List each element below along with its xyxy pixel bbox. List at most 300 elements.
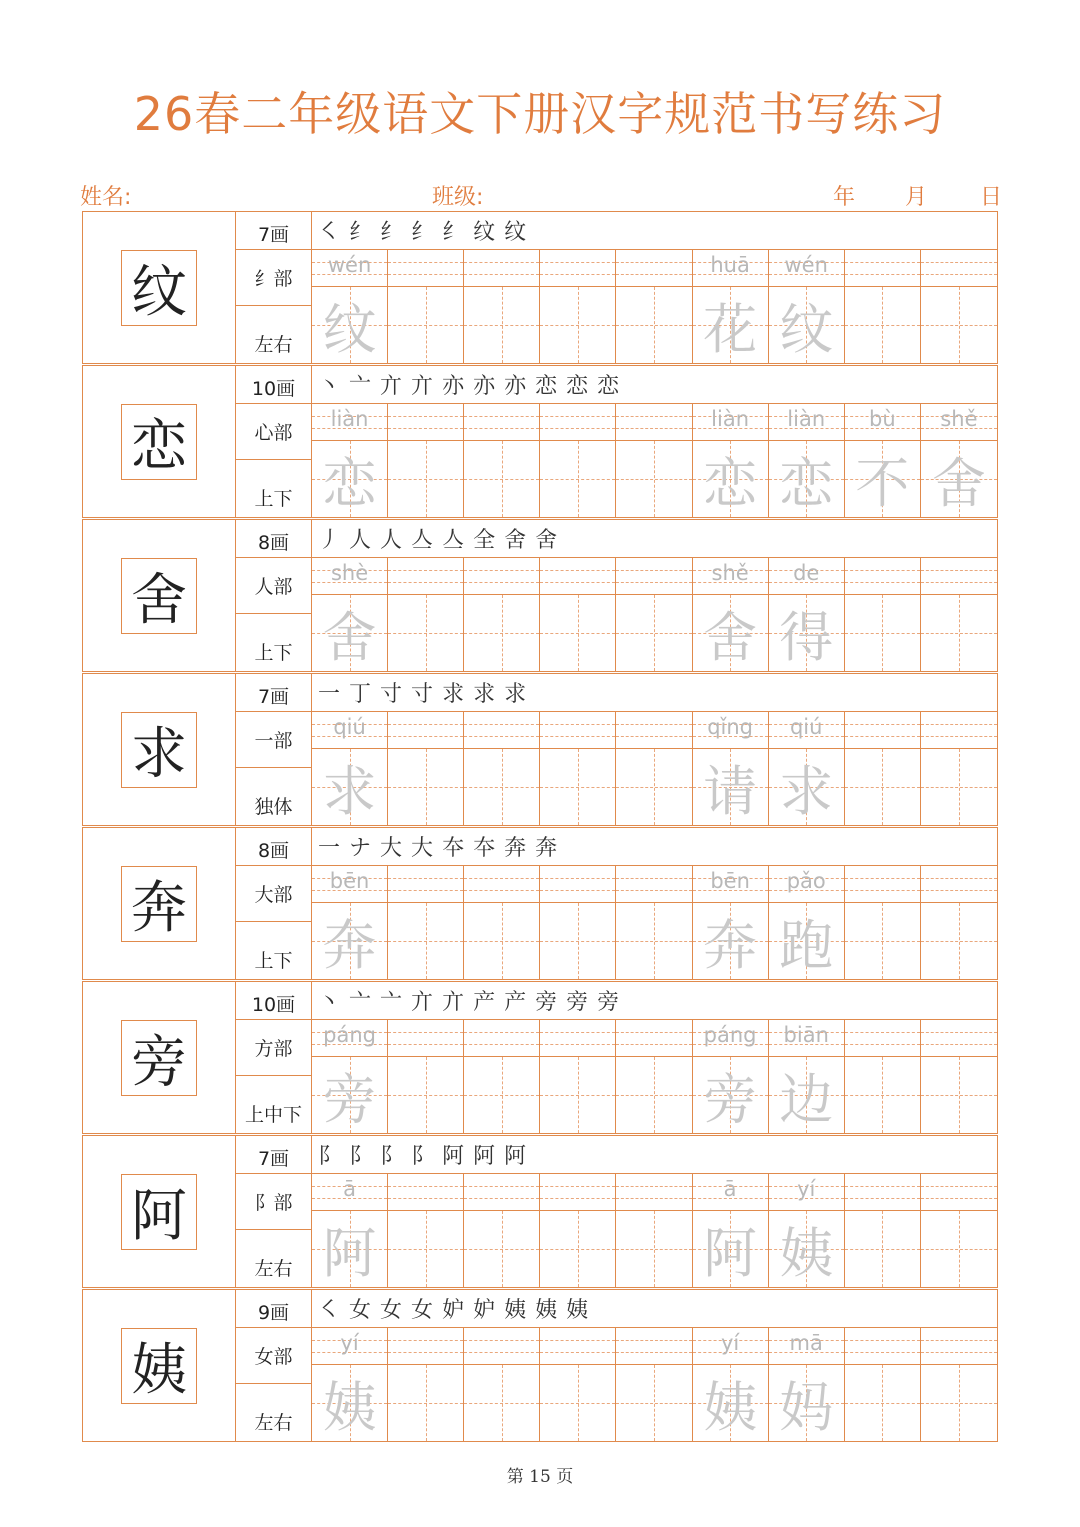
pinyin-text: shě bbox=[940, 407, 978, 431]
tian-grid-cell bbox=[388, 903, 463, 979]
practice-cell[interactable] bbox=[388, 866, 464, 979]
pinyin-text: ā bbox=[723, 1177, 737, 1201]
guide-line bbox=[464, 1340, 539, 1341]
stroke-count: 8画 bbox=[236, 828, 312, 866]
guide-line bbox=[616, 274, 691, 275]
guide-line bbox=[921, 1340, 997, 1341]
practice-cell[interactable] bbox=[845, 404, 921, 517]
trace-char bbox=[616, 903, 691, 979]
pinyin-cell bbox=[616, 712, 691, 749]
stroke-step: 求 bbox=[473, 682, 496, 707]
stroke-step: 旁 bbox=[597, 990, 620, 1015]
trace-char bbox=[921, 1057, 997, 1133]
stroke-step: 亠 bbox=[349, 990, 372, 1015]
stroke-step: ナ bbox=[349, 836, 372, 861]
pinyin-cell bbox=[845, 250, 920, 287]
tian-grid-cell bbox=[388, 287, 463, 363]
guide-line bbox=[845, 1032, 920, 1033]
practice-cell[interactable] bbox=[312, 1020, 388, 1133]
practice-cell[interactable] bbox=[845, 250, 921, 363]
guide-line bbox=[388, 570, 463, 571]
char-practice-row bbox=[82, 211, 998, 364]
stroke-step: 女 bbox=[380, 1298, 403, 1323]
stroke-step: 旁 bbox=[566, 990, 589, 1015]
practice-cell[interactable] bbox=[845, 1020, 921, 1133]
pinyin-cell bbox=[769, 558, 844, 595]
practice-cell[interactable] bbox=[769, 250, 845, 363]
guide-line bbox=[921, 570, 997, 571]
radical-label: 一部 bbox=[236, 712, 312, 768]
tian-grid-cell bbox=[616, 1211, 691, 1287]
guide-line bbox=[388, 582, 463, 583]
practice-cell[interactable] bbox=[388, 1328, 464, 1441]
trace-char bbox=[845, 1211, 920, 1287]
stroke-count: 10画 bbox=[236, 982, 312, 1020]
stroke-order-strip bbox=[312, 828, 997, 866]
guide-line bbox=[921, 1032, 997, 1033]
guide-line bbox=[921, 736, 997, 737]
practice-cell[interactable] bbox=[845, 866, 921, 979]
practice-cell[interactable] bbox=[845, 1174, 921, 1287]
practice-cell[interactable] bbox=[540, 866, 616, 979]
pinyin-cell bbox=[540, 1328, 615, 1365]
guide-line bbox=[464, 878, 539, 879]
model-char-box bbox=[121, 866, 197, 942]
trace-char: 奔 bbox=[703, 913, 758, 977]
stroke-step: 姨 bbox=[566, 1298, 589, 1323]
practice-cell[interactable] bbox=[693, 1020, 769, 1133]
guide-line bbox=[540, 1186, 615, 1187]
guide-line bbox=[845, 736, 920, 737]
practice-cell[interactable] bbox=[388, 558, 464, 671]
tian-grid-cell bbox=[540, 749, 615, 825]
practice-cell[interactable] bbox=[312, 866, 388, 979]
practice-cell[interactable] bbox=[312, 1174, 388, 1287]
practice-cell[interactable] bbox=[693, 250, 769, 363]
pinyin-cell bbox=[845, 712, 920, 749]
pinyin-cell bbox=[388, 558, 463, 595]
tian-grid-cell bbox=[921, 903, 997, 979]
structure-label: 上中下 bbox=[236, 1076, 312, 1133]
practice-cell[interactable] bbox=[769, 712, 845, 825]
trace-char: 求 bbox=[322, 759, 377, 823]
pinyin-cell bbox=[769, 250, 844, 287]
pinyin-cell bbox=[312, 1020, 387, 1057]
tian-grid-cell bbox=[616, 287, 691, 363]
tian-grid-cell bbox=[464, 1211, 539, 1287]
practice-cell[interactable] bbox=[616, 1174, 692, 1287]
pinyin-cell bbox=[464, 558, 539, 595]
pinyin-cell bbox=[769, 404, 844, 441]
tian-grid-cell bbox=[693, 1211, 768, 1287]
pinyin-cell bbox=[616, 250, 691, 287]
practice-cell[interactable] bbox=[540, 1174, 616, 1287]
model-char-cell bbox=[83, 520, 236, 671]
practice-cell[interactable] bbox=[616, 866, 692, 979]
guide-line bbox=[540, 724, 615, 725]
char-practice-row bbox=[82, 1135, 998, 1288]
practice-cell[interactable] bbox=[616, 250, 692, 363]
stroke-step: 一 bbox=[318, 836, 341, 861]
tian-grid-cell bbox=[769, 749, 844, 825]
tian-grid-cell bbox=[769, 1365, 844, 1441]
tian-grid-cell bbox=[388, 1365, 463, 1441]
trace-char bbox=[845, 1057, 920, 1133]
pinyin-text: liàn bbox=[711, 407, 750, 431]
trace-char bbox=[845, 287, 920, 363]
structure-label: 左右 bbox=[236, 1230, 312, 1287]
tian-grid-cell bbox=[921, 1057, 997, 1133]
class-label: 班级: bbox=[432, 185, 484, 210]
trace-char bbox=[540, 595, 615, 671]
practice-cell[interactable] bbox=[921, 250, 997, 363]
practice-cell[interactable] bbox=[388, 404, 464, 517]
trace-char bbox=[464, 1057, 539, 1133]
pinyin-text: biān bbox=[783, 1023, 829, 1047]
stroke-step: 人 bbox=[349, 528, 372, 553]
trace-char: 跑 bbox=[779, 913, 834, 977]
model-char: 姨 bbox=[131, 1338, 187, 1403]
trace-char bbox=[921, 749, 997, 825]
tian-grid-cell bbox=[845, 1365, 920, 1441]
trace-char bbox=[464, 1365, 539, 1441]
pinyin-cell bbox=[845, 1328, 920, 1365]
stroke-order-strip bbox=[312, 366, 997, 404]
stroke-step: 寸 bbox=[411, 682, 434, 707]
stroke-step: 阝 bbox=[380, 1144, 403, 1169]
practice-cell[interactable] bbox=[693, 712, 769, 825]
practice-cell[interactable] bbox=[464, 558, 540, 671]
practice-cell[interactable] bbox=[388, 712, 464, 825]
guide-line bbox=[616, 890, 691, 891]
guide-line bbox=[464, 1044, 539, 1045]
stroke-step: 舍 bbox=[504, 528, 527, 553]
practice-cell[interactable] bbox=[921, 558, 997, 671]
trace-char: 不 bbox=[855, 451, 910, 515]
pinyin-cell bbox=[616, 1174, 691, 1211]
tian-grid-cell bbox=[464, 1365, 539, 1441]
stroke-count: 9画 bbox=[236, 1290, 312, 1328]
guide-line bbox=[845, 582, 920, 583]
tian-grid-cell bbox=[464, 749, 539, 825]
stroke-order-strip bbox=[312, 674, 997, 712]
practice-cell[interactable] bbox=[464, 712, 540, 825]
tian-grid-cell bbox=[845, 441, 920, 517]
practice-cells bbox=[312, 866, 997, 979]
pinyin-cell bbox=[845, 404, 920, 441]
stroke-count: 7画 bbox=[236, 212, 312, 250]
practice-cell[interactable] bbox=[921, 1174, 997, 1287]
practice-cell[interactable] bbox=[769, 558, 845, 671]
pinyin-cell bbox=[388, 1020, 463, 1057]
pinyin-cell bbox=[845, 1174, 920, 1211]
guide-line bbox=[616, 1340, 691, 1341]
practice-cell[interactable] bbox=[540, 1328, 616, 1441]
tian-grid-cell bbox=[312, 1211, 387, 1287]
trace-char: 阿 bbox=[322, 1221, 377, 1285]
practice-cell[interactable] bbox=[464, 1328, 540, 1441]
practice-cell[interactable] bbox=[464, 1020, 540, 1133]
pinyin-cell bbox=[540, 712, 615, 749]
pinyin-cell bbox=[845, 558, 920, 595]
guide-line bbox=[616, 724, 691, 725]
tian-grid-cell bbox=[693, 903, 768, 979]
pinyin-cell bbox=[693, 866, 768, 903]
practice-cell[interactable] bbox=[312, 404, 388, 517]
guide-line bbox=[616, 262, 691, 263]
stroke-step: 亣 bbox=[411, 374, 434, 399]
guide-line bbox=[388, 1044, 463, 1045]
stroke-step: 奔 bbox=[535, 836, 558, 861]
practice-cell[interactable] bbox=[921, 712, 997, 825]
guide-line bbox=[388, 1340, 463, 1341]
practice-cell[interactable] bbox=[769, 404, 845, 517]
pinyin-cell bbox=[540, 866, 615, 903]
practice-cell[interactable] bbox=[693, 866, 769, 979]
stroke-step: 女 bbox=[349, 1298, 372, 1323]
model-char: 舍 bbox=[131, 568, 187, 633]
stroke-step: 恋 bbox=[597, 374, 620, 399]
tian-grid-cell bbox=[388, 595, 463, 671]
practice-cell[interactable] bbox=[388, 1174, 464, 1287]
guide-line bbox=[388, 1352, 463, 1353]
stroke-count: 7画 bbox=[236, 1136, 312, 1174]
guide-line bbox=[616, 582, 691, 583]
structure-label: 上下 bbox=[236, 614, 312, 671]
radical-label: 纟部 bbox=[236, 250, 312, 306]
pinyin-cell bbox=[312, 866, 387, 903]
pinyin-cell bbox=[464, 712, 539, 749]
practice-cell[interactable] bbox=[921, 866, 997, 979]
guide-line bbox=[464, 736, 539, 737]
pinyin-text: wén bbox=[784, 253, 828, 277]
guide-line bbox=[845, 1186, 920, 1187]
practice-cell[interactable] bbox=[540, 712, 616, 825]
trace-char bbox=[464, 287, 539, 363]
trace-char bbox=[616, 595, 691, 671]
guide-line bbox=[845, 570, 920, 571]
pinyin-cell bbox=[540, 404, 615, 441]
guide-line bbox=[845, 724, 920, 725]
practice-cell[interactable] bbox=[464, 250, 540, 363]
practice-cell[interactable] bbox=[540, 250, 616, 363]
guide-line bbox=[464, 1186, 539, 1187]
guide-line bbox=[388, 1198, 463, 1199]
trace-char bbox=[845, 903, 920, 979]
practice-cell[interactable] bbox=[845, 1328, 921, 1441]
practice-cell[interactable] bbox=[921, 1020, 997, 1133]
pinyin-cell bbox=[769, 866, 844, 903]
guide-line bbox=[540, 428, 615, 429]
guide-line bbox=[464, 1032, 539, 1033]
pinyin-text: qiú bbox=[333, 715, 366, 739]
trace-char bbox=[388, 287, 463, 363]
practice-cell[interactable] bbox=[845, 712, 921, 825]
stroke-step: 寸 bbox=[380, 682, 403, 707]
stroke-step: 亦 bbox=[473, 374, 496, 399]
tian-grid-cell bbox=[464, 441, 539, 517]
guide-line bbox=[616, 1186, 691, 1187]
model-char-cell bbox=[83, 828, 236, 979]
guide-line bbox=[388, 416, 463, 417]
guide-line bbox=[845, 878, 920, 879]
guide-line bbox=[845, 890, 920, 891]
pinyin-cell bbox=[693, 1020, 768, 1057]
practice-cell[interactable] bbox=[388, 1020, 464, 1133]
model-char-cell bbox=[83, 366, 236, 517]
stroke-step: 阿 bbox=[504, 1144, 527, 1169]
practice-cell[interactable] bbox=[921, 1328, 997, 1441]
practice-cell[interactable] bbox=[769, 1020, 845, 1133]
tian-grid-cell bbox=[921, 1211, 997, 1287]
stroke-step: ㇛ bbox=[318, 220, 341, 245]
model-char-box bbox=[121, 1174, 197, 1250]
guide-line bbox=[540, 1044, 615, 1045]
char-practice-row bbox=[82, 519, 998, 672]
guide-line bbox=[921, 582, 997, 583]
trace-char bbox=[464, 1211, 539, 1287]
practice-cell[interactable] bbox=[769, 1328, 845, 1441]
practice-cell[interactable] bbox=[769, 1174, 845, 1287]
pinyin-text: qǐng bbox=[707, 715, 753, 739]
practice-cell[interactable] bbox=[464, 866, 540, 979]
stroke-step: 丶 bbox=[318, 990, 341, 1015]
practice-cell[interactable] bbox=[769, 866, 845, 979]
pinyin-cell bbox=[693, 250, 768, 287]
practice-cell[interactable] bbox=[540, 404, 616, 517]
guide-line bbox=[616, 1352, 691, 1353]
pinyin-cell bbox=[921, 250, 997, 287]
pinyin-text: de bbox=[793, 561, 820, 585]
pinyin-cell bbox=[769, 712, 844, 749]
stroke-step: 求 bbox=[442, 682, 465, 707]
practice-cell[interactable] bbox=[921, 404, 997, 517]
trace-char bbox=[464, 749, 539, 825]
practice-cell[interactable] bbox=[312, 712, 388, 825]
tian-grid-cell bbox=[616, 441, 691, 517]
month-label: 月 bbox=[905, 185, 928, 210]
tian-grid-cell bbox=[540, 1211, 615, 1287]
stroke-count: 7画 bbox=[236, 674, 312, 712]
pinyin-cell bbox=[464, 1328, 539, 1365]
guide-line bbox=[388, 890, 463, 891]
tian-grid-cell bbox=[845, 1057, 920, 1133]
practice-cell[interactable] bbox=[616, 558, 692, 671]
practice-cell[interactable] bbox=[845, 558, 921, 671]
trace-char: 得 bbox=[779, 605, 834, 669]
model-char-box bbox=[121, 712, 197, 788]
practice-cells bbox=[312, 1328, 997, 1441]
radical-label: 女部 bbox=[236, 1328, 312, 1384]
practice-cell[interactable] bbox=[616, 1020, 692, 1133]
tian-grid-cell bbox=[464, 287, 539, 363]
guide-line bbox=[464, 416, 539, 417]
trace-char: 恋 bbox=[779, 451, 834, 515]
practice-cell[interactable] bbox=[616, 1328, 692, 1441]
stroke-step: 亼 bbox=[411, 528, 434, 553]
pinyin-text: liàn bbox=[330, 407, 369, 431]
practice-cell[interactable] bbox=[693, 1328, 769, 1441]
pinyin-cell bbox=[388, 712, 463, 749]
pinyin-cell bbox=[616, 1020, 691, 1057]
trace-char bbox=[540, 749, 615, 825]
practice-cells bbox=[312, 404, 997, 517]
model-char: 旁 bbox=[131, 1030, 187, 1095]
tian-grid-cell bbox=[693, 1365, 768, 1441]
guide-line bbox=[540, 878, 615, 879]
tian-grid-cell bbox=[921, 1365, 997, 1441]
page-title: 26春二年级语文下册汉字规范书写练习 bbox=[133, 87, 947, 141]
practice-cell[interactable] bbox=[312, 250, 388, 363]
stroke-step: 女 bbox=[411, 1298, 434, 1323]
pinyin-text: huā bbox=[710, 253, 750, 277]
practice-cell[interactable] bbox=[464, 1174, 540, 1287]
trace-char bbox=[464, 441, 539, 517]
pinyin-cell bbox=[616, 1328, 691, 1365]
practice-cell[interactable] bbox=[693, 558, 769, 671]
trace-char bbox=[388, 441, 463, 517]
practice-cell[interactable] bbox=[616, 712, 692, 825]
practice-cell[interactable] bbox=[464, 404, 540, 517]
trace-char: 花 bbox=[703, 297, 758, 361]
practice-cell[interactable] bbox=[693, 1174, 769, 1287]
pinyin-cell bbox=[921, 712, 997, 749]
guide-line bbox=[845, 1340, 920, 1341]
trace-char bbox=[388, 595, 463, 671]
practice-cell[interactable] bbox=[540, 558, 616, 671]
trace-char bbox=[616, 749, 691, 825]
structure-label: 左右 bbox=[236, 1384, 312, 1441]
guide-line bbox=[616, 1032, 691, 1033]
tian-grid-cell bbox=[388, 441, 463, 517]
practice-cell[interactable] bbox=[312, 558, 388, 671]
tian-grid-cell bbox=[540, 903, 615, 979]
guide-line bbox=[540, 570, 615, 571]
stroke-order-strip bbox=[312, 982, 997, 1020]
tian-grid-cell bbox=[693, 441, 768, 517]
pinyin-text: yí bbox=[720, 1331, 740, 1355]
tian-grid-cell bbox=[769, 287, 844, 363]
guide-line bbox=[616, 1044, 691, 1045]
model-char: 奔 bbox=[131, 876, 187, 941]
stroke-step: 姨 bbox=[504, 1298, 527, 1323]
stroke-step: 亣 bbox=[411, 990, 434, 1015]
tian-grid-cell bbox=[464, 595, 539, 671]
stroke-step: 丁 bbox=[349, 682, 372, 707]
pinyin-text: bēn bbox=[710, 869, 750, 893]
practice-cell[interactable] bbox=[388, 250, 464, 363]
practice-cell[interactable] bbox=[540, 1020, 616, 1133]
trace-char bbox=[388, 749, 463, 825]
pinyin-text: bù bbox=[869, 407, 896, 431]
guide-line bbox=[845, 262, 920, 263]
trace-char bbox=[616, 441, 691, 517]
practice-cell[interactable] bbox=[312, 1328, 388, 1441]
model-char-cell bbox=[83, 674, 236, 825]
stroke-step: 亦 bbox=[442, 374, 465, 399]
stroke-step: 亦 bbox=[504, 374, 527, 399]
stroke-step: 夲 bbox=[442, 836, 465, 861]
pinyin-text: mā bbox=[789, 1331, 823, 1355]
practice-cell[interactable] bbox=[693, 404, 769, 517]
guide-line bbox=[616, 570, 691, 571]
practice-cell[interactable] bbox=[616, 404, 692, 517]
trace-char bbox=[921, 287, 997, 363]
guide-line bbox=[921, 1044, 997, 1045]
trace-char bbox=[540, 287, 615, 363]
guide-line bbox=[616, 1198, 691, 1199]
trace-char bbox=[616, 1211, 691, 1287]
